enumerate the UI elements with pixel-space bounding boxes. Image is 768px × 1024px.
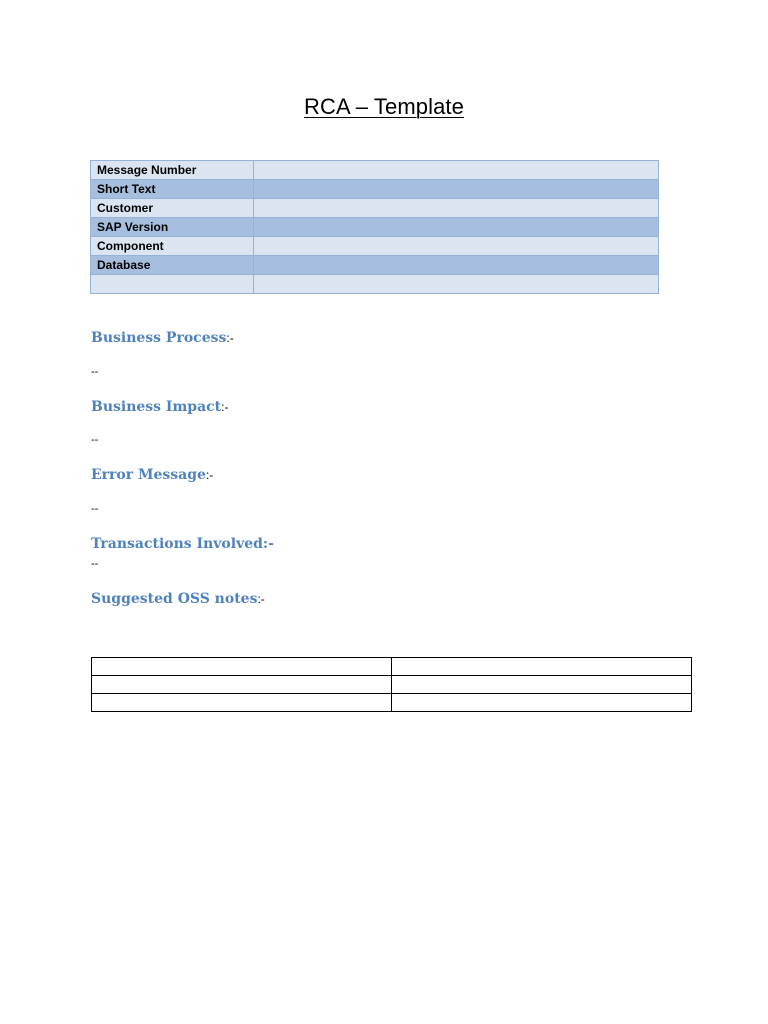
row-value-message-number[interactable] [254, 161, 659, 180]
row-label-database: Database [91, 256, 254, 275]
section-heading-text: Error Message [91, 467, 206, 483]
table-row [91, 218, 659, 237]
row-value-database[interactable] [254, 256, 659, 275]
section-separator: :- [257, 592, 265, 606]
table-row [92, 658, 692, 676]
section-content-business-impact: -- [91, 434, 99, 446]
section-separator: :- [205, 468, 214, 482]
table-cell[interactable] [92, 694, 392, 712]
row-label-customer: Customer [91, 199, 254, 218]
section-separator: :- [226, 331, 234, 345]
section-heading-text: Business Impact [91, 399, 222, 415]
message-info-table [90, 160, 659, 294]
row-value-sap-version[interactable] [254, 218, 659, 237]
table-row [91, 275, 659, 294]
table-cell[interactable] [92, 676, 392, 694]
table-row [91, 237, 659, 256]
row-label-short-text: Short Text [91, 180, 254, 199]
section-heading-transactions-involved [91, 536, 274, 552]
table-row [92, 694, 692, 712]
table-row [91, 161, 659, 180]
section-separator: :- [262, 536, 274, 552]
row-label-component: Component [91, 237, 254, 256]
row-label-sap-version: SAP Version [91, 218, 254, 237]
table-row [91, 199, 659, 218]
row-label-message-number: Message Number [91, 161, 254, 180]
oss-notes-table [91, 657, 692, 712]
row-value-customer[interactable] [254, 199, 659, 218]
section-heading-text: Transactions Involved [91, 536, 263, 552]
table-cell[interactable] [392, 694, 692, 712]
section-heading-text: Suggested OSS notes [91, 591, 258, 607]
document-title: RCA – Template [304, 94, 464, 119]
table-cell[interactable] [392, 658, 692, 676]
table-row [92, 676, 692, 694]
section-content-business-process: -- [91, 366, 99, 378]
table-row [91, 180, 659, 199]
section-separator: :- [221, 400, 229, 414]
section-heading-suggested-oss-notes [91, 591, 265, 607]
section-content-error-message: -- [91, 503, 99, 515]
row-value-short-text[interactable] [254, 180, 659, 199]
row-value-blank[interactable] [254, 275, 659, 294]
section-heading-text: Business Process [91, 330, 227, 346]
row-label-blank [91, 275, 254, 294]
row-value-component[interactable] [254, 237, 659, 256]
table-cell[interactable] [92, 658, 392, 676]
table-cell[interactable] [392, 676, 692, 694]
table-row [91, 256, 659, 275]
section-content-transactions-involved: -- [91, 558, 99, 570]
section-heading-error-message [91, 467, 213, 483]
section-heading-business-impact [91, 399, 229, 415]
section-heading-business-process [91, 330, 234, 346]
